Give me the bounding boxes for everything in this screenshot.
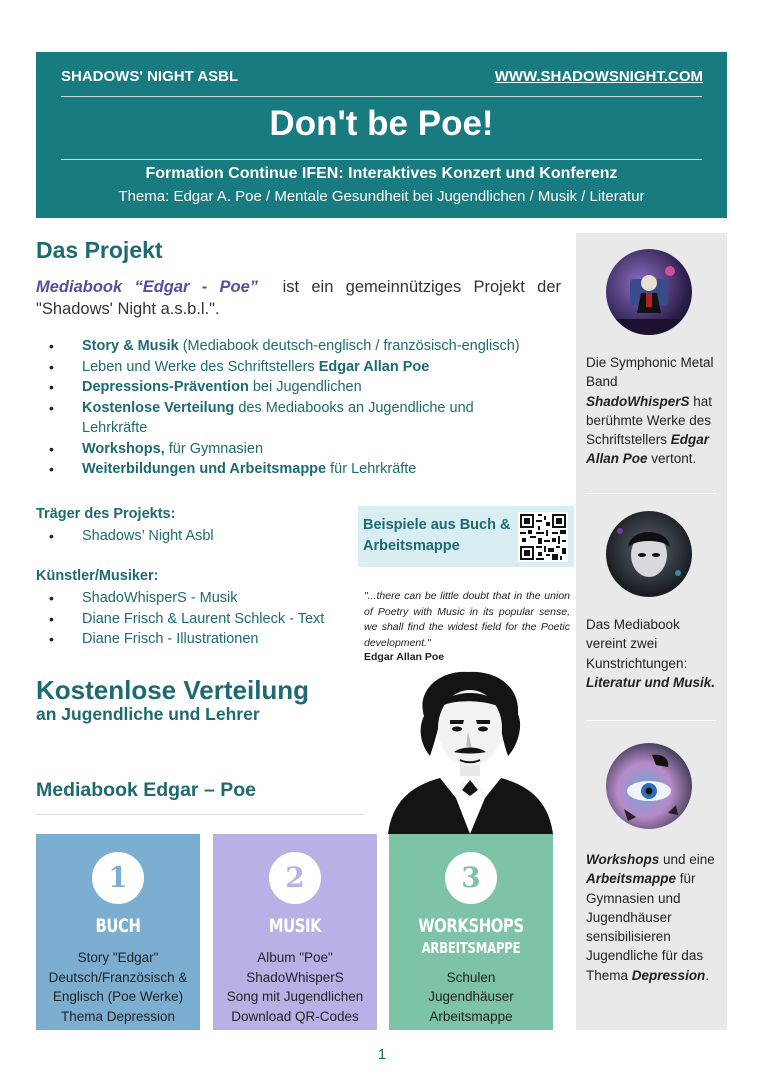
card-line: Jugendhäuser: [428, 989, 514, 1004]
quote-author: Edgar Allan Poe: [364, 651, 445, 663]
sidebar-divider: [586, 493, 716, 494]
card-title: WORKSHOPS: [418, 915, 524, 937]
list-item: • Shadows’ Night Asbl: [36, 526, 356, 547]
card-line: Arbeitsmappe: [429, 1009, 513, 1024]
traeger-list: [36, 526, 356, 547]
sidebar-workshop-text: Workshops und eine Arbeitsmappe für Gymnasien und Jugendhäuser sensibilisieren Jugendliche für das Thema Depression.: [586, 852, 715, 983]
divider: [36, 814, 364, 815]
card-number: 1: [92, 852, 144, 904]
header-theme: Thema: Edgar A. Poe / Mentale Gesundheit bei Jugendlichen / Musik / Literatur: [118, 188, 645, 205]
card-line: Story "Edgar": [77, 950, 159, 965]
list-item: • Depressions-Prävention bei Jugendlichen: [36, 377, 566, 398]
intro-text: ist ein gemeinnütziges Projekt der "Shadows' Night a.s.b.l.".: [36, 278, 566, 318]
card-musik: [213, 834, 377, 1030]
card-subtitle: ARBEITSMAPPE: [421, 939, 521, 957]
qr-code-icon[interactable]: [518, 512, 568, 562]
list-item: • Weiterbildungen und Arbeitsmappe für Lehrkräfte: [36, 459, 566, 480]
distribution-subheading: an Jugendliche und Lehrer: [36, 704, 260, 724]
sidebar-mediabook-text: Das Mediabook vereint zwei Kunstrichtungen: Literatur und Musik.: [586, 617, 716, 690]
page-number: 1: [377, 1046, 387, 1063]
card-line: Album "Poe": [257, 950, 333, 965]
poe-quote: "...there can be little doubt that in the union of Poetry with Music in its popular sense, we shall find the widest field for the Poetic development.": [364, 590, 570, 649]
card-line: Thema Depression: [60, 1009, 176, 1024]
card-buch: [36, 834, 200, 1030]
mediabook-name: Mediabook “Edgar - Poe”: [36, 278, 259, 296]
website-link[interactable]: WWW.SHADOWSNIGHT.COM: [494, 68, 703, 85]
header-banner: [36, 52, 727, 218]
card-title: MUSIK: [268, 915, 322, 937]
sidebar-band-text: Die Symphonic Metal Band ShadoWhisperS hat berühmte Werke des Schriftstellers Edgar Allan Poe vertont.: [586, 355, 714, 467]
card-line: Song mit Jugendlichen: [226, 989, 364, 1004]
band-artwork-image: [606, 249, 692, 335]
header-subtitle: Formation Continue IFEN: Interaktives Konzert und Konferenz: [145, 165, 618, 182]
card-line: Schulen: [446, 970, 496, 985]
project-bullet-list: [36, 336, 566, 480]
list-item: • Workshops, für Gymnasien: [36, 439, 566, 460]
sidebar-divider: [586, 720, 716, 721]
list-item: • Diane Frisch - Illustrationen: [36, 629, 356, 650]
sidebar: [576, 233, 727, 1030]
mediabook-artwork-image: [606, 511, 692, 597]
card-line: Deutsch/Französisch &: [48, 970, 188, 985]
list-item: • Story & Musik (Mediabook deutsch-englisch / französisch-englisch): [36, 336, 566, 357]
list-item: • Leben und Werke des Schriftstellers Edgar Allan Poe: [36, 357, 566, 378]
card-title: BUCH: [95, 915, 141, 937]
list-item: • Diane Frisch & Laurent Schleck - Text: [36, 609, 356, 630]
poe-portrait-illustration: [388, 668, 553, 834]
traeger-heading: Träger des Projekts:: [36, 506, 176, 522]
distribution-heading: Kostenlose Verteilung: [36, 675, 310, 705]
project-heading: Das Projekt: [36, 237, 163, 263]
list-item: • ShadoWhisperS - Musik: [36, 588, 356, 609]
list-item: • Kostenlose Verteilung des Mediabooks an Jugendliche und Lehrkräfte: [36, 398, 566, 439]
examples-label: Beispiele aus Buch & Arbeitsmappe: [363, 517, 511, 554]
header-divider-top: [61, 96, 702, 97]
org-name: SHADOWS' NIGHT ASBL: [61, 68, 239, 85]
kuenstler-heading: Künstler/Musiker:: [36, 568, 159, 584]
header-divider-bottom: [61, 159, 702, 160]
card-number: 3: [445, 852, 497, 904]
card-line: Download QR-Codes: [231, 1009, 359, 1024]
card-workshops: [389, 834, 553, 1030]
examples-box[interactable]: [358, 506, 574, 567]
card-number: 2: [269, 852, 321, 904]
workshop-artwork-image: [606, 743, 692, 829]
card-line: ShadoWhisperS: [246, 970, 344, 985]
project-intro: [36, 276, 566, 320]
card-line: Englisch (Poe Werke): [52, 989, 184, 1004]
mediabook-heading: Mediabook Edgar – Poe: [36, 779, 256, 801]
page-title: Don't be Poe!: [269, 104, 494, 143]
kuenstler-list: [36, 588, 356, 650]
